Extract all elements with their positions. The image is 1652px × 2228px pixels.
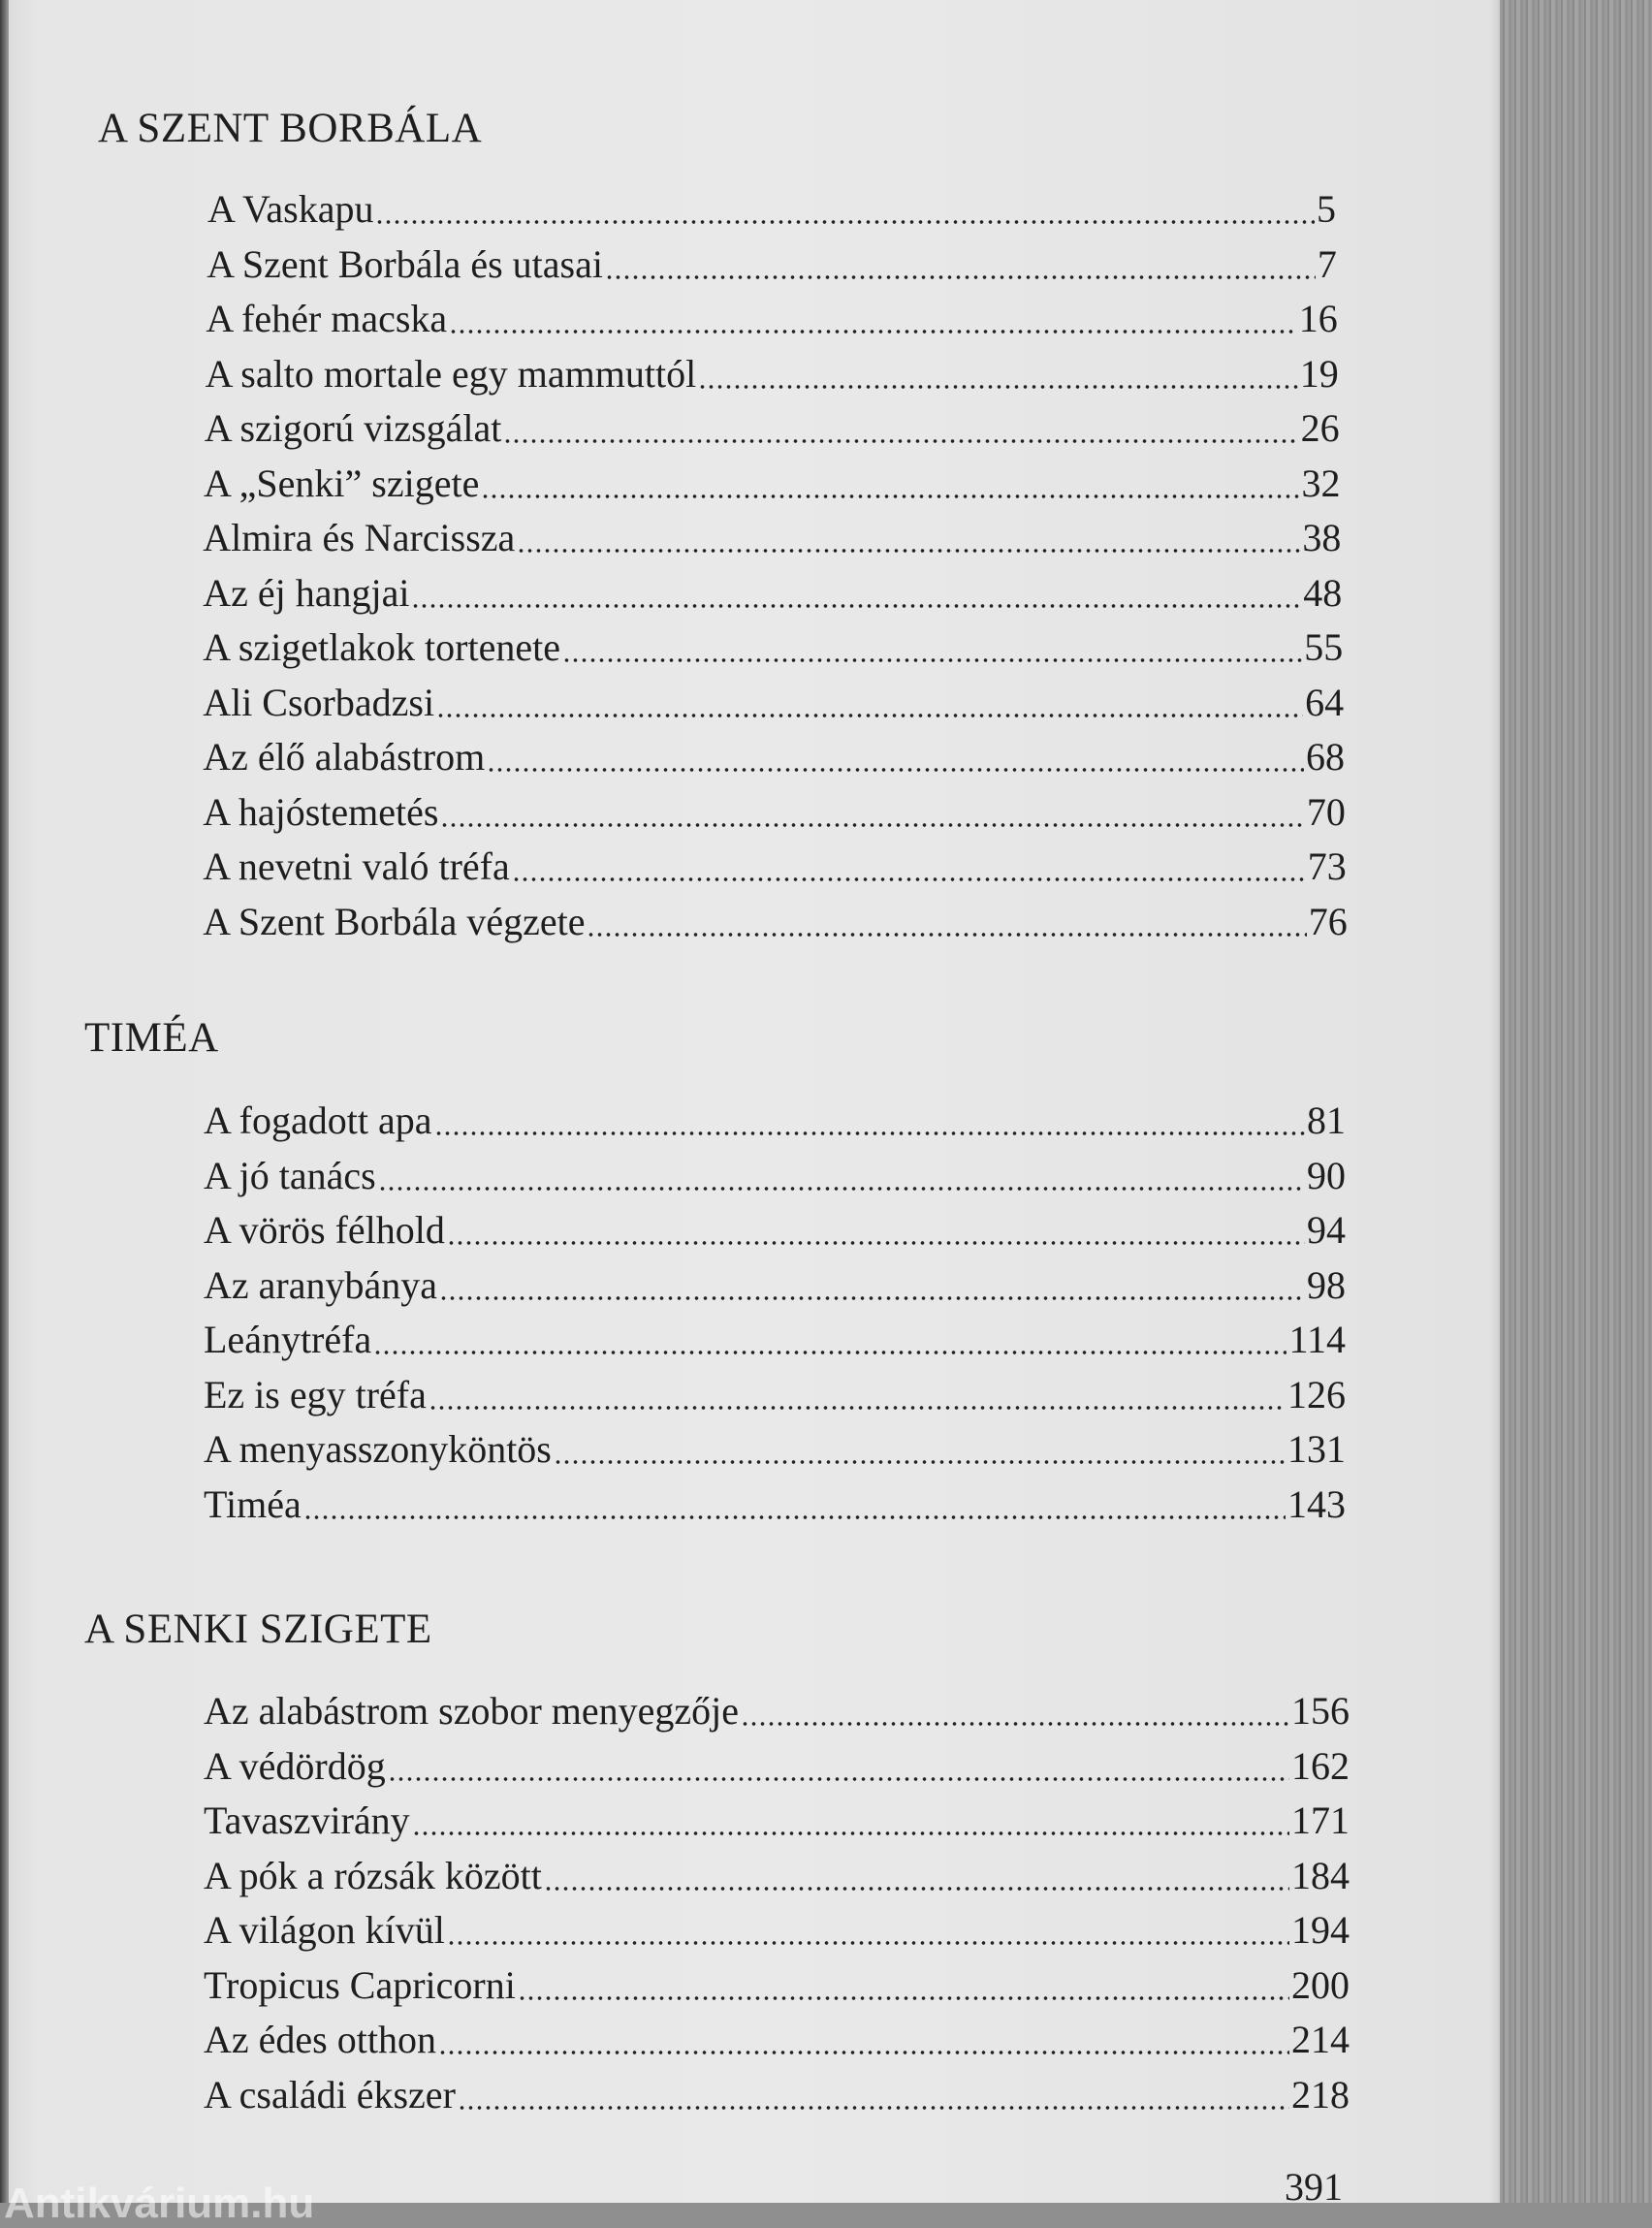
entry-page-number: 184 [1291, 1853, 1350, 1897]
entry-page-number: 94 [1307, 1208, 1346, 1252]
entry-title: A fehér macska [206, 297, 448, 340]
entry-title: A szigorú vizsgálat [204, 406, 502, 450]
entry-title: A családi ékszer [204, 2072, 456, 2117]
entry-page-number: 48 [1303, 570, 1343, 615]
dot-leader [481, 493, 1299, 499]
entry-page-number: 90 [1307, 1153, 1346, 1197]
toc-entry [204, 1098, 1346, 1146]
entry-page-number: 76 [1308, 899, 1348, 943]
entry-title: Az élő alabástrom [203, 735, 486, 779]
entry-title: A „Senki” szigete [204, 461, 480, 505]
entry-title: Tavaszvirány [204, 1798, 410, 1842]
entry-page-number: 26 [1300, 406, 1340, 450]
entry-page-number: 194 [1291, 1908, 1350, 1952]
toc-entry [204, 2017, 1350, 2065]
toc-entry [204, 461, 1341, 509]
toc-entry [203, 899, 1348, 947]
toc-entry [203, 515, 1341, 563]
toc-entry [204, 1153, 1346, 1201]
dot-leader [587, 932, 1306, 938]
toc-entry [203, 789, 1346, 838]
entry-title: Timéa [204, 1481, 302, 1526]
toc-entry [204, 1317, 1346, 1365]
entry-page-number: 171 [1291, 1798, 1350, 1842]
dot-leader [562, 657, 1302, 663]
entry-title: A Szent Borbála és utasai [206, 241, 603, 286]
entry-page-number: 143 [1287, 1481, 1346, 1526]
dot-leader [447, 1940, 1289, 1946]
wooden-table-background [1500, 0, 1652, 2203]
entry-page-number: 64 [1305, 680, 1345, 724]
toc-entry [206, 241, 1337, 290]
toc-entry [204, 1962, 1350, 2011]
entry-title: Az édes otthon [204, 2018, 436, 2061]
page-edge [1488, 0, 1500, 2203]
toc-entry [203, 680, 1344, 728]
dot-leader [378, 1186, 1305, 1192]
toc-entry [203, 624, 1343, 673]
entry-page-number: 156 [1291, 1689, 1350, 1733]
entry-page-number: 114 [1288, 1318, 1346, 1361]
toc-entry [204, 1372, 1346, 1420]
entry-page-number: 126 [1287, 1372, 1346, 1416]
dot-leader [503, 438, 1298, 444]
toc-entry [204, 1798, 1350, 1846]
entry-page-number: 38 [1302, 516, 1342, 559]
toc-entry [207, 186, 1336, 235]
entry-page-number: 32 [1301, 461, 1341, 505]
entry-title: A pók a rózsák között [204, 1853, 542, 1897]
toc-entry [204, 1743, 1350, 1792]
entry-page-number: 200 [1291, 1962, 1350, 2007]
entry-title: A világon kívül [204, 1908, 445, 1952]
entry-title: A fogadott apa [204, 1098, 432, 1142]
toc-entry [204, 1853, 1350, 1901]
entry-page-number: 73 [1307, 844, 1347, 888]
entry-title: A vörös félhold [204, 1208, 445, 1252]
page-spine-shadow [0, 0, 9, 2203]
entry-title: A védördög [204, 1743, 386, 1788]
entry-title: Az alabástrom szobor menyegzője [204, 1689, 740, 1733]
entry-title: A jó tanács [204, 1153, 376, 1197]
entry-title: Az aranybánya [204, 1262, 437, 1307]
dot-leader [438, 2050, 1289, 2055]
dot-leader [458, 2105, 1289, 2111]
dot-leader [412, 1830, 1289, 1836]
entry-title: A Vaskapu [207, 187, 374, 231]
dot-leader [303, 1514, 1286, 1520]
toc-entry [204, 1688, 1350, 1736]
dot-leader [375, 219, 1315, 225]
entry-title: A hajóstemetés [203, 789, 439, 834]
page-number: 391 [1285, 2165, 1343, 2209]
section-heading: TIMÉA [84, 1015, 219, 1061]
dot-leader [554, 1459, 1286, 1465]
dot-leader [388, 1776, 1289, 1782]
toc-entry [206, 351, 1339, 399]
toc-entry [204, 1426, 1346, 1475]
dot-leader [741, 1721, 1289, 1727]
entry-title: A szigetlakok tortenete [203, 625, 560, 669]
section-heading: A SZENT BORBÁLA [98, 106, 483, 151]
dot-leader [449, 329, 1297, 334]
dot-leader [436, 713, 1303, 718]
entry-title: Leánytréfa [204, 1318, 372, 1361]
entry-title: A salto mortale egy mammuttól [205, 351, 697, 396]
entry-title: Ali Csorbadzsi [203, 680, 435, 724]
entry-title: A nevetni való tréfa [203, 844, 510, 888]
toc-entry [204, 1262, 1346, 1311]
toc-entry [206, 296, 1337, 344]
dot-leader [605, 274, 1316, 280]
entry-page-number: 218 [1291, 2072, 1350, 2117]
section-heading: A SENKI SZIGETE [84, 1607, 432, 1652]
entry-title: Az éj hangjai [203, 570, 410, 615]
toc-entry [204, 1907, 1350, 1956]
entry-page-number: 5 [1317, 187, 1336, 231]
toc-entry [204, 2072, 1350, 2120]
dot-leader [429, 1405, 1286, 1411]
entry-title: A Szent Borbála végzete [203, 899, 586, 943]
entry-title: A menyasszonyköntös [204, 1427, 552, 1471]
dot-leader [434, 1130, 1306, 1136]
dot-leader [440, 822, 1304, 828]
dot-leader [411, 603, 1301, 609]
toc-entry [203, 570, 1342, 619]
entry-page-number: 81 [1307, 1098, 1346, 1142]
dot-leader [487, 767, 1304, 773]
entry-page-number: 214 [1291, 2018, 1350, 2061]
dot-leader [518, 1995, 1289, 2001]
dot-leader [512, 876, 1306, 882]
toc-entry [204, 1481, 1346, 1530]
entry-page-number: 19 [1299, 351, 1339, 396]
entry-page-number: 131 [1287, 1427, 1346, 1471]
watermark: Antikvárium.hu [4, 2180, 315, 2227]
entry-title: Ez is egy tréfa [204, 1372, 427, 1416]
entry-page-number: 98 [1307, 1262, 1346, 1307]
dot-leader [517, 548, 1300, 554]
entry-page-number: 16 [1298, 297, 1338, 340]
entry-title: Almira és Narcissza [203, 516, 516, 559]
toc-entry [203, 734, 1345, 782]
dot-leader [698, 384, 1298, 390]
dot-leader [447, 1240, 1305, 1246]
dot-leader [544, 1886, 1289, 1892]
dot-leader [373, 1350, 1287, 1355]
dot-leader [439, 1295, 1305, 1301]
toc-entry [203, 843, 1347, 892]
entry-page-number: 70 [1306, 789, 1346, 834]
entry-page-number: 162 [1291, 1743, 1350, 1788]
entry-page-number: 7 [1317, 241, 1337, 286]
entry-title: Tropicus Capricorni [204, 1962, 516, 2007]
entry-page-number: 55 [1304, 625, 1344, 669]
toc-entry [205, 405, 1340, 454]
toc-entry [204, 1207, 1346, 1256]
entry-page-number: 68 [1305, 735, 1345, 779]
